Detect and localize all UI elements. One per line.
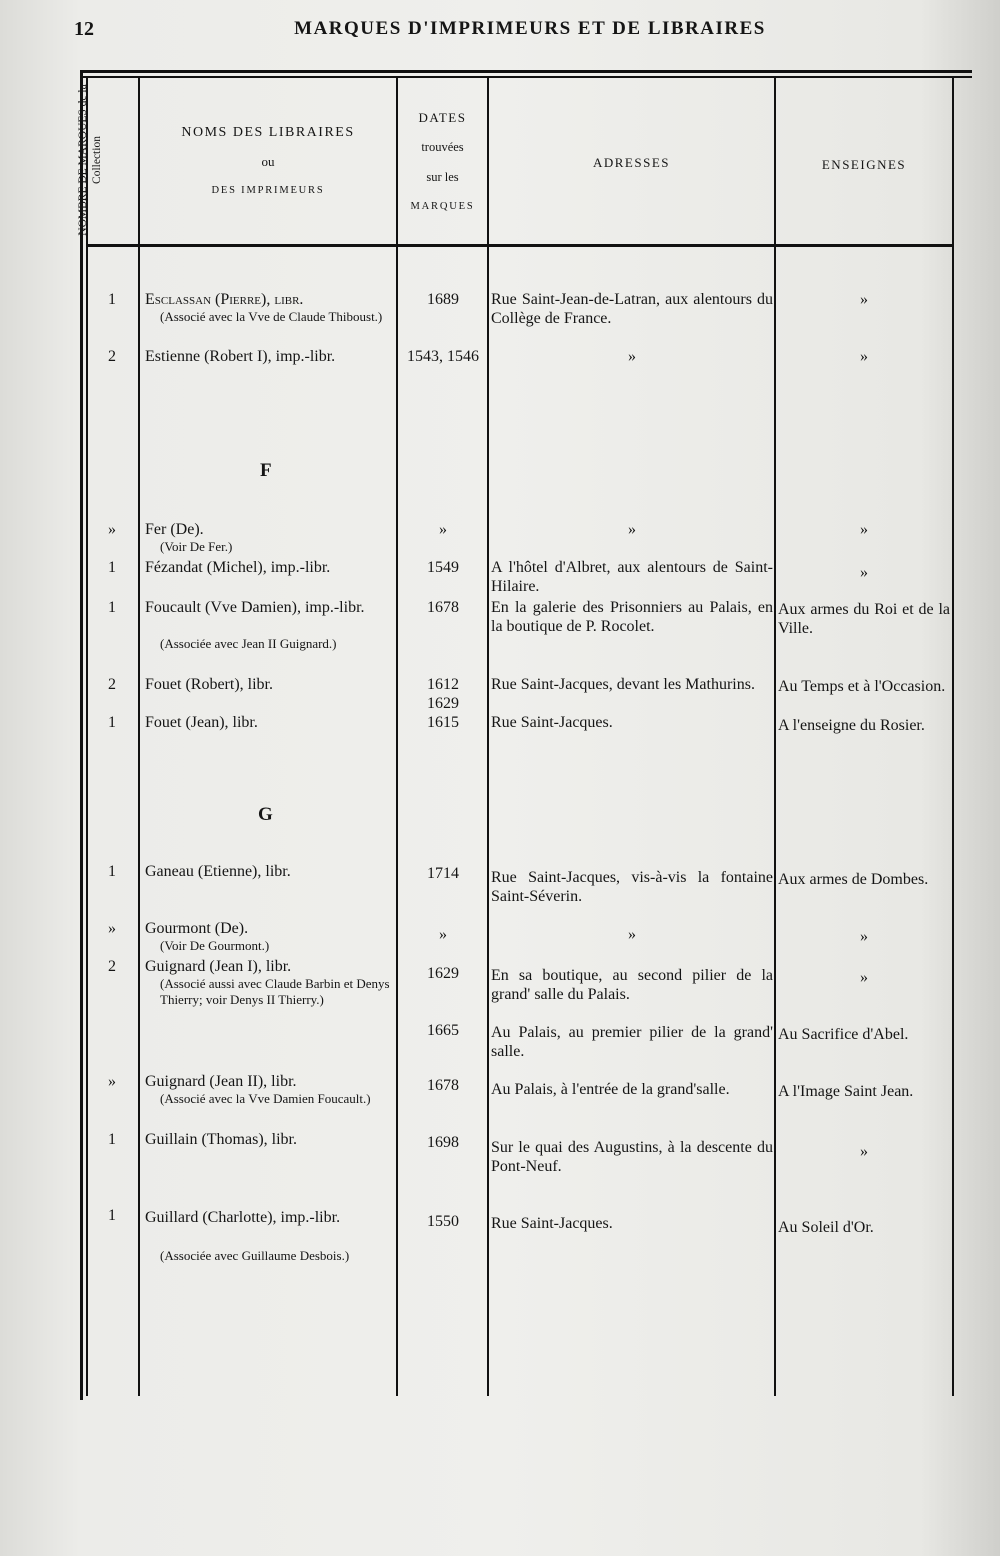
address-cell: Rue Saint-Jacques. — [491, 714, 613, 731]
section-letter-g: G — [258, 804, 273, 825]
address-cell: En la galerie des Prisonniers au Palais, en la boutique de P. Rocolet. — [491, 599, 773, 635]
address-cell: Sur le quai des Augustins, à la descente du Pont-Neuf. — [491, 1139, 773, 1175]
date-cell: 1689 — [427, 291, 459, 308]
sign-cell: A l'enseigne du Rosier. — [778, 717, 925, 734]
col-rule-1 — [138, 76, 140, 1396]
count-cell: 2 — [108, 348, 116, 365]
name-cell: Guignard (Jean I), libr. — [145, 958, 292, 975]
sign-cell-2: Au Sacrifice d'Abel. — [778, 1026, 909, 1043]
name-cell: Guillain (Thomas), libr. — [145, 1131, 297, 1148]
name-cell: Foucault (Vve Damien), imp.-libr. — [145, 599, 365, 616]
note-cell: (Associé aussi avec Claude Barbin et Denys Thierry; voir Denys II Thierry.) — [160, 976, 390, 1007]
date-cell: » — [439, 521, 447, 538]
name-cell: Guillard (Charlotte), imp.-libr. — [145, 1209, 341, 1226]
address-cell: » — [628, 926, 636, 943]
name-cell — [145, 290, 395, 309]
table-top-rule-2 — [80, 76, 972, 78]
sign-cell: Aux armes de Dombes. — [778, 871, 929, 888]
note-cell: (Associé avec la Vve Damien Foucault.) — [160, 1091, 371, 1106]
name-cell: Ganeau (Etienne), libr. — [145, 863, 291, 880]
count-cell: 1 — [108, 559, 116, 576]
date-cell: 1629 — [427, 965, 459, 982]
address-cell: Rue Saint-Jacques, vis-à-vis la fontaine Saint-Séverin. — [491, 869, 773, 905]
name-cell: Fouet (Jean), libr. — [145, 714, 258, 731]
sign-cell: » — [860, 1143, 868, 1160]
sign-cell: » — [860, 521, 868, 538]
date-cell: 1615 — [427, 714, 459, 731]
header-dates-4: MARQUES — [410, 201, 475, 212]
date-cell: 1549 — [427, 559, 459, 576]
address-cell: A l'hôtel d'Albret, aux alentours de Saint-Hilaire. — [491, 559, 773, 595]
date-cell: 1698 — [427, 1134, 459, 1151]
sign-cell: » — [860, 348, 868, 365]
note-cell: (Voir De Gourmont.) — [160, 938, 270, 953]
count-cell: 1 — [108, 1207, 116, 1224]
note-cell: (Voir De Fer.) — [160, 539, 233, 554]
header-names-1: NOMS DES LIBRAIRES — [181, 125, 355, 140]
col-rule-4 — [774, 76, 776, 1396]
col-rule-3 — [487, 76, 489, 1396]
address-cell: En sa boutique, au second pilier de la grand' salle du Palais. — [491, 967, 773, 1003]
address-cell: » — [628, 521, 636, 538]
sign-cell: Au Temps et à l'Occasion. — [778, 678, 946, 695]
sign-cell: » — [860, 969, 868, 986]
count-cell: 2 — [108, 676, 116, 693]
frame-right — [952, 76, 954, 1396]
sign-cell: » — [860, 291, 868, 308]
date-cell: 1714 — [427, 865, 459, 882]
header-dates-3: sur les — [426, 170, 459, 184]
name-text: Esclassan (Pierre), libr. — [145, 291, 304, 308]
date-cell: 1543, 1546 — [407, 348, 479, 365]
running-head: MARQUES D'IMPRIMEURS ET DE LIBRAIRES — [294, 18, 766, 39]
count-cell: 1 — [108, 714, 116, 731]
note-cell: (Associée avec Jean II Guignard.) — [160, 636, 337, 651]
date-cell-2: 1665 — [427, 1022, 459, 1039]
name-cell: Fer (De). — [145, 521, 204, 538]
count-cell: » — [108, 521, 116, 538]
table-top-rule — [80, 70, 972, 73]
header-count: NOMBRE DE MARQUES de la Collection — [77, 84, 103, 236]
address-cell: Rue Saint-Jacques. — [491, 1215, 613, 1232]
header-names-2: ou — [261, 154, 275, 169]
name-cell: Gourmont (De). — [145, 920, 249, 937]
address-cell: Rue Saint-Jean-de-Latran, aux alentours du Collège de France. — [491, 291, 773, 327]
header-bottom-rule — [88, 244, 952, 247]
header-names-3: DES IMPRIMEURS — [211, 185, 325, 196]
page-number: 12 — [74, 18, 94, 40]
header-addresses: ADRESSES — [592, 155, 671, 170]
note-cell: (Associé avec la Vve de Claude Thiboust.) — [160, 309, 383, 324]
address-cell-2: Au Palais, au premier pilier de la grand' salle. — [491, 1024, 773, 1060]
sign-cell: Au Soleil d'Or. — [778, 1219, 874, 1236]
count-cell: » — [108, 920, 116, 937]
sign-cell: Aux armes du Roi et de la Ville. — [778, 601, 950, 637]
date-cell: 1612 — [427, 676, 459, 693]
sign-cell: A l'Image Saint Jean. — [778, 1083, 914, 1100]
date-cell: 1678 — [427, 1077, 459, 1094]
date-cell: 1678 — [427, 599, 459, 616]
header-dates-2: trouvées — [421, 140, 464, 154]
note-cell: (Associée avec Guillaume Desbois.) — [160, 1248, 350, 1263]
address-cell: Au Palais, à l'entrée de la grand'salle. — [491, 1081, 730, 1098]
name-cell: Estienne (Robert I), imp.-libr. — [145, 348, 336, 365]
count-cell: 1 — [108, 291, 116, 308]
address-cell: Rue Saint-Jacques, devant les Mathurins. — [491, 676, 755, 693]
sign-cell: » — [860, 564, 868, 581]
name-cell: Fézandat (Michel), imp.-libr. — [145, 559, 331, 576]
header-signs: ENSEIGNES — [821, 157, 907, 172]
name-cell: Fouet (Robert), libr. — [145, 676, 273, 693]
count-cell: 1 — [108, 599, 116, 616]
date-cell-2: 1629 — [427, 695, 459, 712]
count-cell: 1 — [108, 1131, 116, 1148]
section-letter-f: F — [260, 460, 272, 481]
count-cell: 2 — [108, 958, 116, 975]
count-cell: 1 — [108, 863, 116, 880]
sign-cell: » — [860, 928, 868, 945]
date-cell: » — [439, 926, 447, 943]
header-dates-1: DATES — [418, 110, 467, 125]
name-cell: Guignard (Jean II), libr. — [145, 1073, 297, 1090]
count-cell: » — [108, 1073, 116, 1090]
frame-left-inner — [86, 76, 88, 1396]
address-cell: » — [628, 348, 636, 365]
col-rule-2 — [396, 76, 398, 1396]
date-cell: 1550 — [427, 1213, 459, 1230]
frame-left-outer — [80, 70, 83, 1400]
